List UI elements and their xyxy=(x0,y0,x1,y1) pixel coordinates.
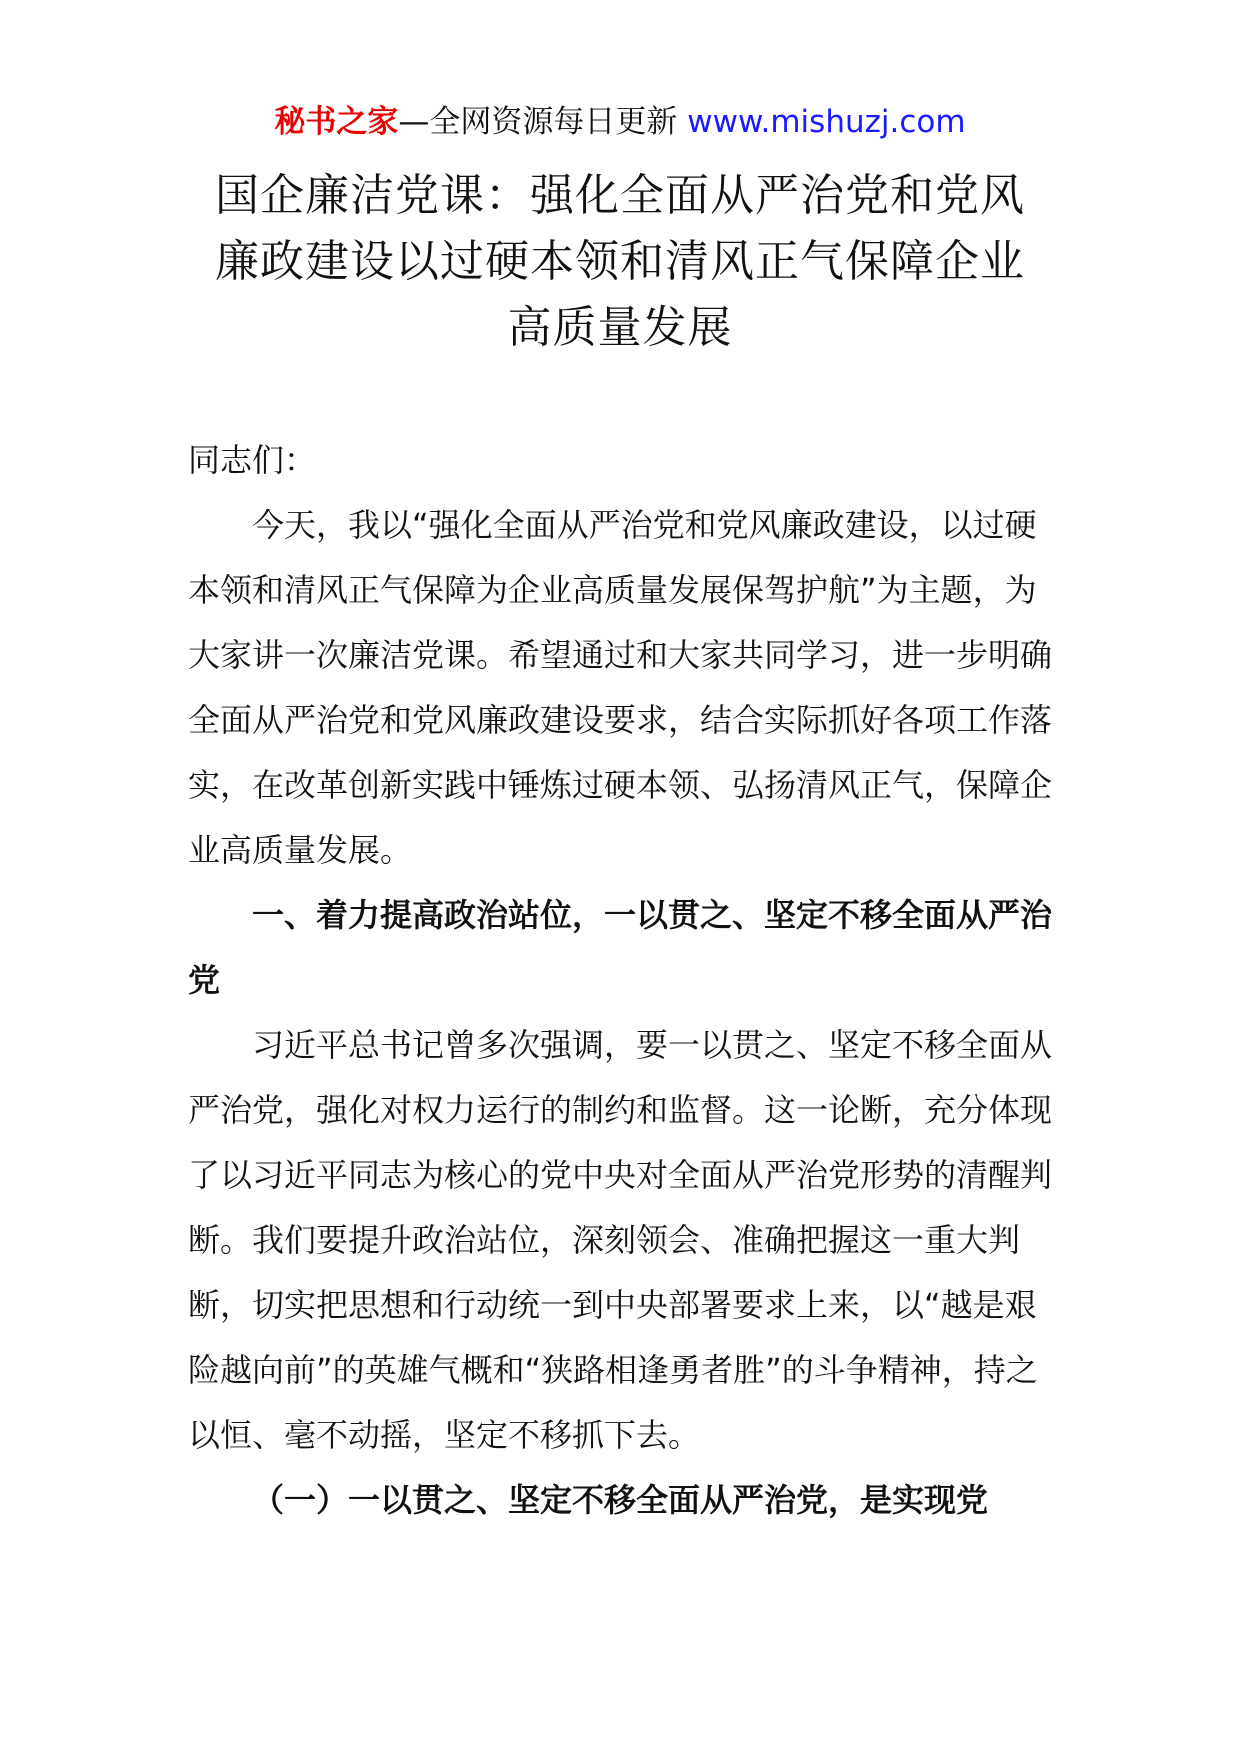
document-body xyxy=(188,428,1054,1533)
section-1-heading: 一、着力提高政治站位，一以贯之、坚定不移全面从严治党 xyxy=(188,896,1053,999)
salutation: 同志们： xyxy=(188,441,317,479)
subsection-1-heading: （一）一以贯之、坚定不移全面从严治党，是实现党 xyxy=(252,1481,989,1519)
document-title xyxy=(190,163,1050,361)
banner-tagline: —全网资源每日更新 xyxy=(398,104,678,140)
intro-paragraph: 今天，我以“强化全面从严治党和党风廉政建设，以过硬本领和清风正气保障为企业高质量发展保驾护航”为主题，为大家讲一次廉洁党课。希望通过和大家共同学习，进一步明确全面从严治党和党风廉政建设要求，结合实际抓好各项工作落实，在改革创新实践中锤炼过硬本领、弘扬清风正气，保障企业高质量发展。 xyxy=(188,506,1053,869)
brand-name: 秘书之家 xyxy=(274,104,399,140)
section-1-paragraph: 习近平总书记曾多次强调，要一以贯之、坚定不移全面从严治党，强化对权力运行的制约和监督。这一论断，充分体现了以习近平同志为核心的党中央对全面从严治党形势的清醒判断。我们要提升政治站位，深刻领会、准确把握这一重大判断，切实把思想和行动统一到中央部署要求上来，以“越是艰险越向前”的英雄气概和“狭路相逢勇者胜”的斗争精神，持之以恒、毫不动摇，坚定不移抓下去。 xyxy=(188,1026,1053,1454)
site-url-link[interactable]: www.mishuzj.com xyxy=(687,104,966,140)
title-line-3: 高质量发展 xyxy=(507,302,733,353)
title-line-1: 国企廉洁党课：强化全面从严治党和党风 xyxy=(215,170,1025,221)
site-banner xyxy=(0,98,1240,146)
title-line-2: 廉政建设以过硬本领和清风正气保障企业 xyxy=(215,236,1025,287)
